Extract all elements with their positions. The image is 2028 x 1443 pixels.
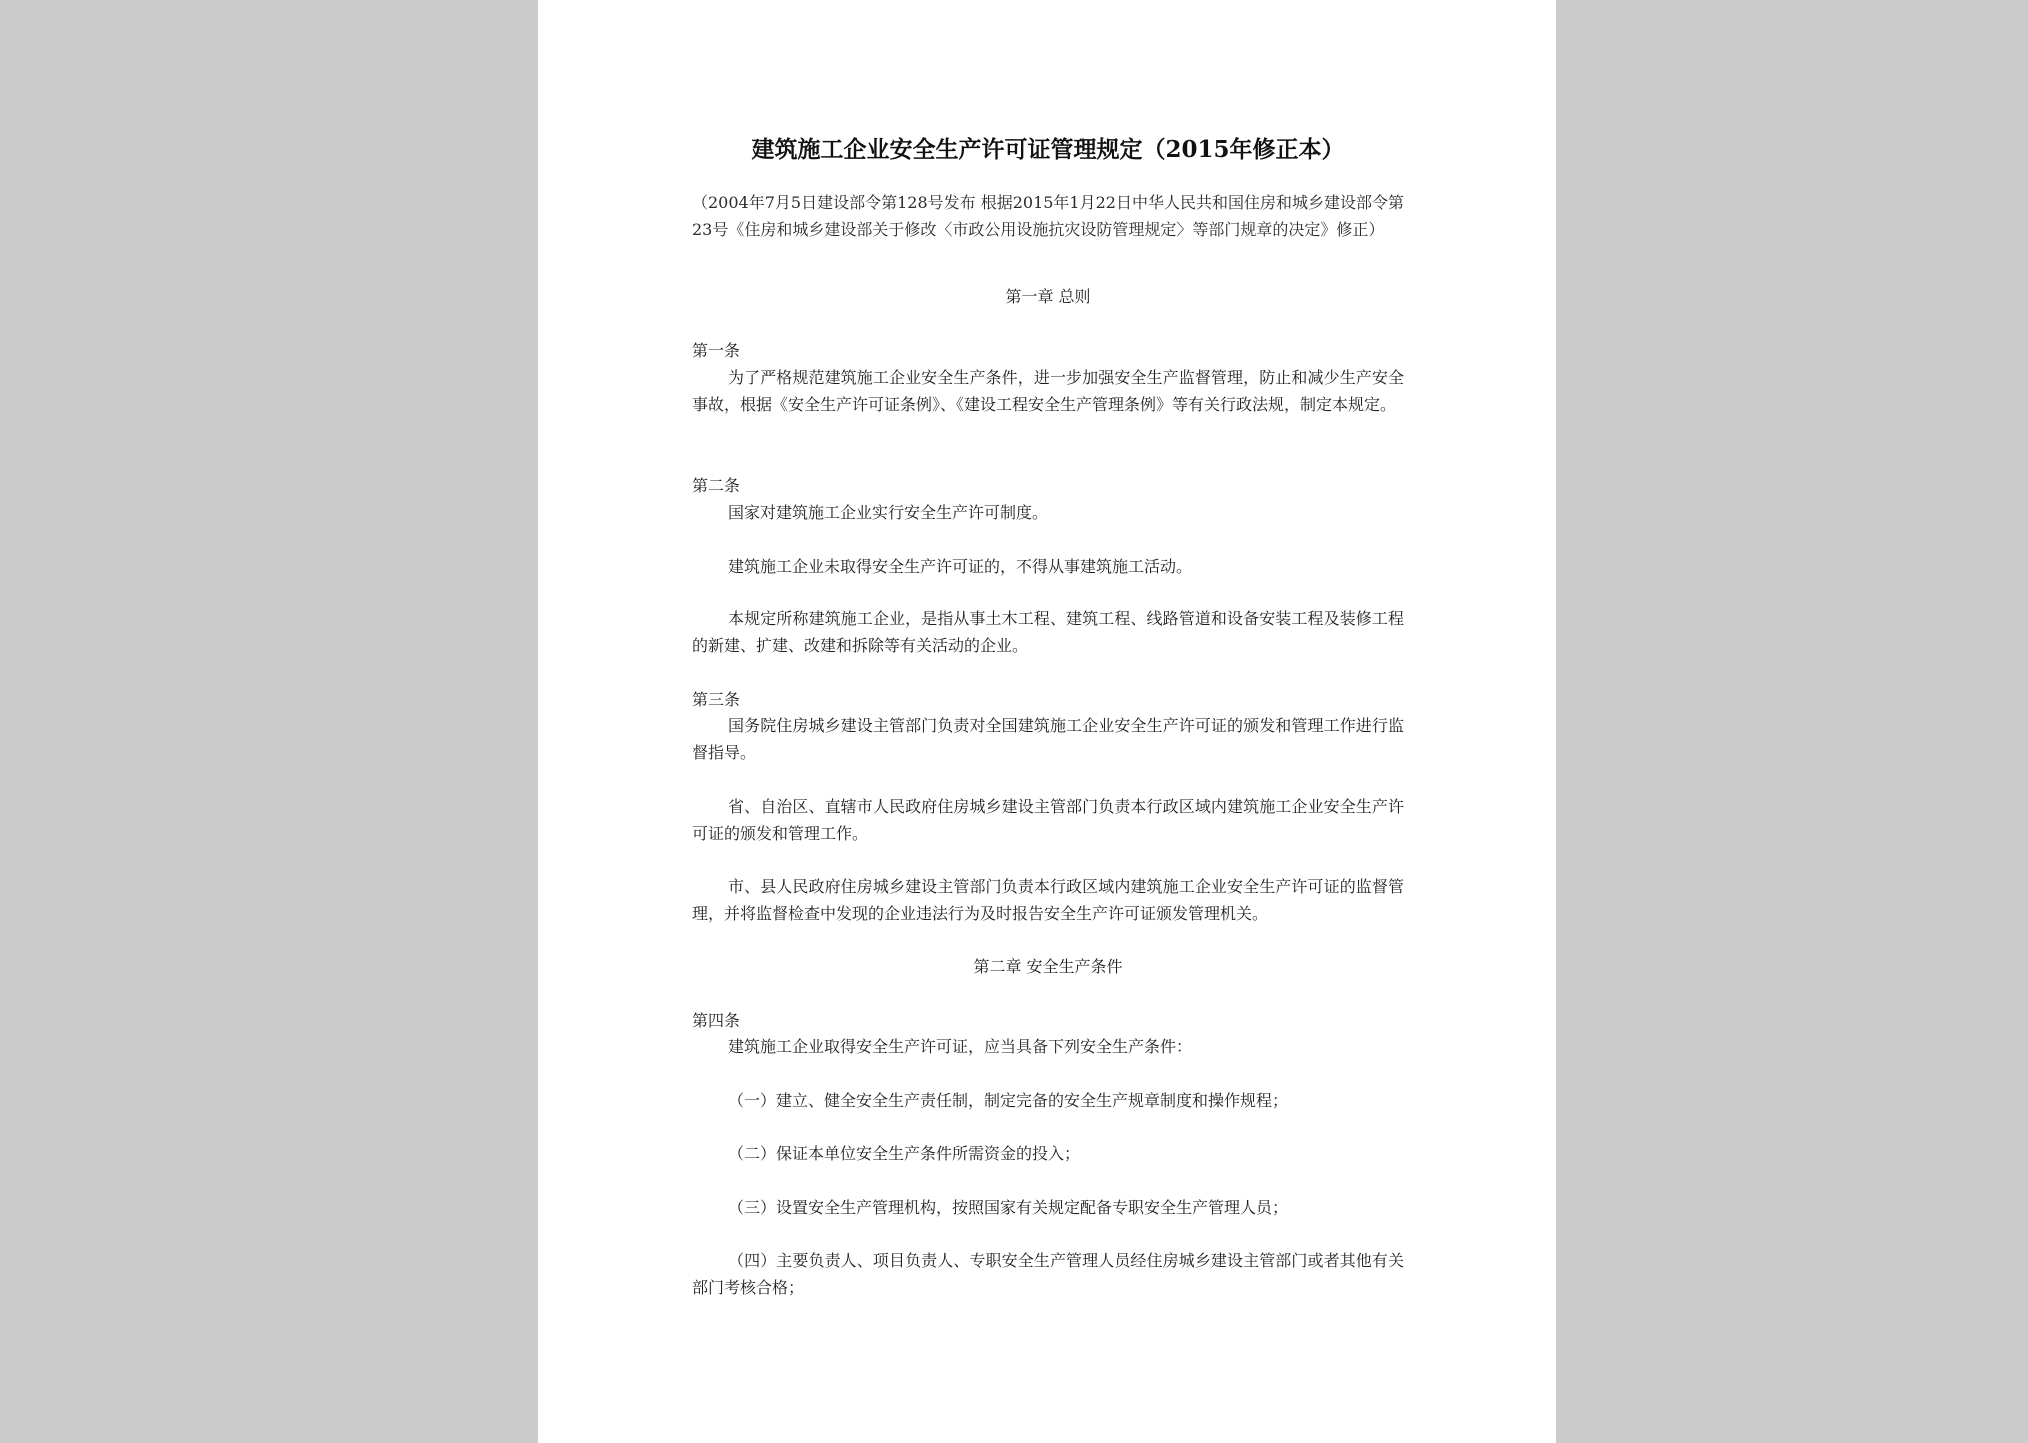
chapter-heading: 第二章 安全生产条件 [973, 957, 1123, 976]
document-page [538, 0, 1556, 1443]
article-paragraph: （二）保证本单位安全生产条件所需资金的投入； [728, 1144, 1081, 1163]
article-paragraph: 国家对建筑施工企业实行安全生产许可制度。 [728, 503, 1049, 522]
article-label: 第四条 [692, 1011, 741, 1030]
article-label: 第一条 [692, 341, 741, 360]
article-paragraph: （一）建立、健全安全生产责任制，制定完备的安全生产规章制度和操作规程； [728, 1091, 1289, 1110]
article-paragraph: 省、自治区、直辖市人民政府住房城乡建设主管部门负责本行政区域内建筑施工企业安全生产许可证的颁发和管理工作。 [692, 797, 1404, 843]
chapter-heading: 第一章 总则 [1005, 287, 1091, 306]
article-paragraph: 国务院住房城乡建设主管部门负责对全国建筑施工企业安全生产许可证的颁发和管理工作进行监督指导。 [692, 716, 1404, 762]
article-paragraph: （四）主要负责人、项目负责人、专职安全生产管理人员经住房城乡建设主管部门或者其他有关部门考核合格； [692, 1251, 1404, 1297]
article-paragraph: 建筑施工企业未取得安全生产许可证的，不得从事建筑施工活动。 [728, 557, 1193, 576]
article-paragraph: 建筑施工企业取得安全生产许可证，应当具备下列安全生产条件： [728, 1037, 1193, 1056]
article-label: 第三条 [692, 690, 741, 709]
document-subtitle: （2004年7月5日建设部令第128号发布 根据2015年1月22日中华人民共和国住房和城乡建设部令第23号《住房和城乡建设部关于修改〈市政公用设施抗灾设防管理规定〉等部门规章的决定》修正） [692, 193, 1404, 239]
article-paragraph: 本规定所称建筑施工企业，是指从事土木工程、建筑工程、线路管道和设备安装工程及装修工程的新建、扩建、改建和拆除等有关活动的企业。 [692, 609, 1404, 655]
article-paragraph: 市、县人民政府住房城乡建设主管部门负责本行政区域内建筑施工企业安全生产许可证的监督管理，并将监督检查中发现的企业违法行为及时报告安全生产许可证颁发管理机关。 [692, 877, 1404, 923]
document-title: 建筑施工企业安全生产许可证管理规定（2015年修正本） [751, 136, 1345, 163]
article-paragraph: （三）设置安全生产管理机构，按照国家有关规定配备专职安全生产管理人员； [728, 1198, 1289, 1217]
article-label: 第二条 [692, 476, 741, 495]
article-paragraph: 为了严格规范建筑施工企业安全生产条件，进一步加强安全生产监督管理，防止和减少生产安全事故，根据《安全生产许可证条例》、《建设工程安全生产管理条例》等有关行政法规，制定本规定。 [692, 368, 1404, 414]
